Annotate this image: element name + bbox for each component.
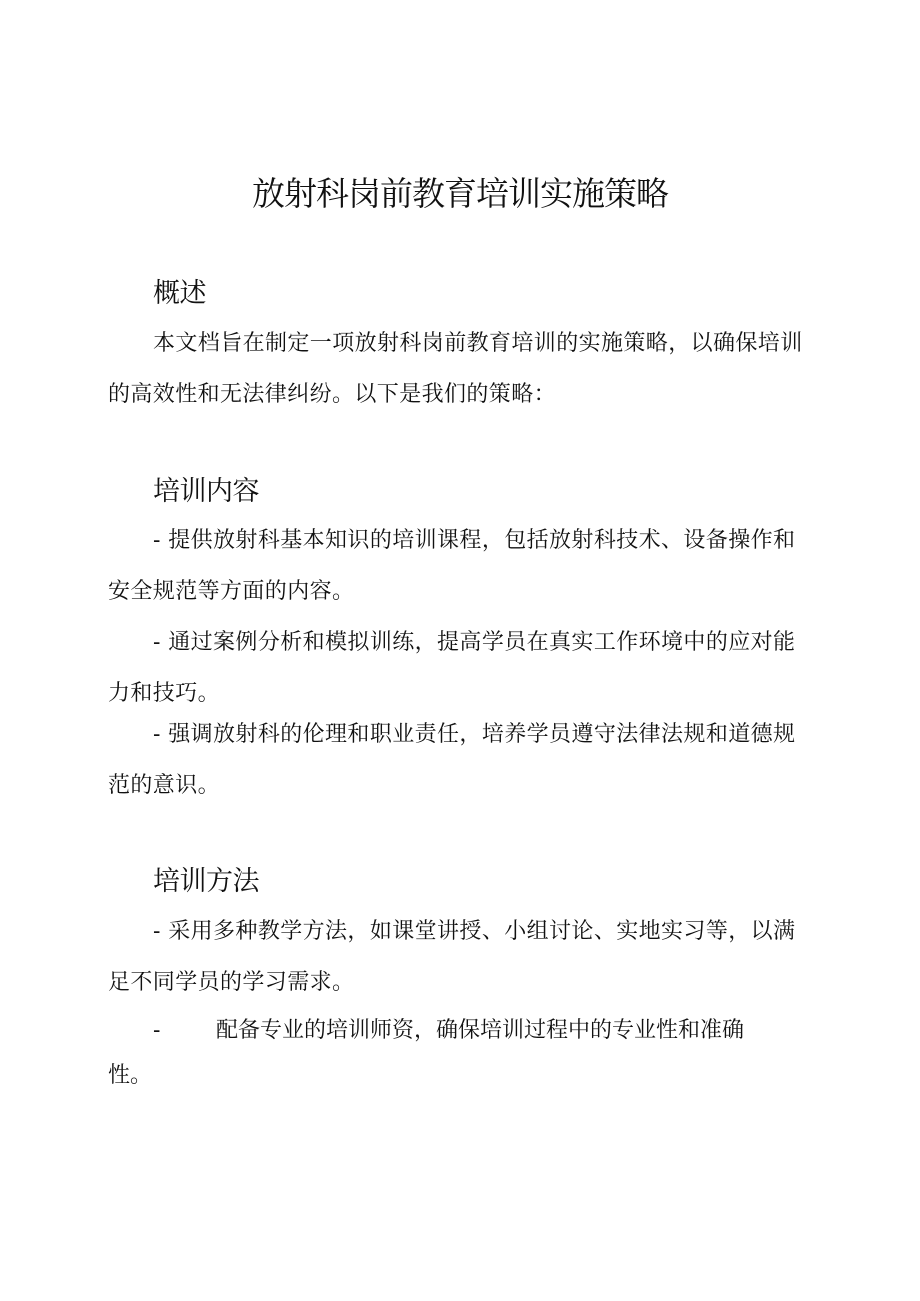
- method-item-2-line1: [108, 1005, 744, 1056]
- section-heading-training-content: 培训内容: [153, 476, 259, 507]
- method-item-2-line2: 性。: [108, 1063, 153, 1088]
- document-title: 放射科岗前教育培训实施策略: [252, 174, 668, 213]
- method-item-2-dash: -: [153, 1018, 161, 1043]
- section-heading-training-methods: 培训方法: [153, 866, 259, 897]
- method-item-2-text: 配备专业的培训师资，确保培训过程中的专业性和准确: [216, 1018, 745, 1043]
- overview-paragraph: 本文档旨在制定一项放射科岗前教育培训的实施策略，以确保培训的高效性和无法律纠纷。以下是我们的策略：: [108, 331, 803, 407]
- method-item-1: - 采用多种教学方法，如课堂讲授、小组讨论、实地实习等，以满足不同学员的学习需求。: [108, 919, 796, 995]
- content-item-3: - 强调放射科的伦理和职业责任，培养学员遵守法律法规和道德规范的意识。: [108, 722, 796, 798]
- section-heading-overview: 概述: [153, 278, 206, 309]
- content-item-1: - 提供放射科基本知识的培训课程，包括放射科技术、设备操作和安全规范等方面的内容。: [108, 528, 796, 604]
- content-item-2: - 通过案例分析和模拟训练，提高学员在真实工作环境中的应对能力和技巧。: [108, 630, 796, 706]
